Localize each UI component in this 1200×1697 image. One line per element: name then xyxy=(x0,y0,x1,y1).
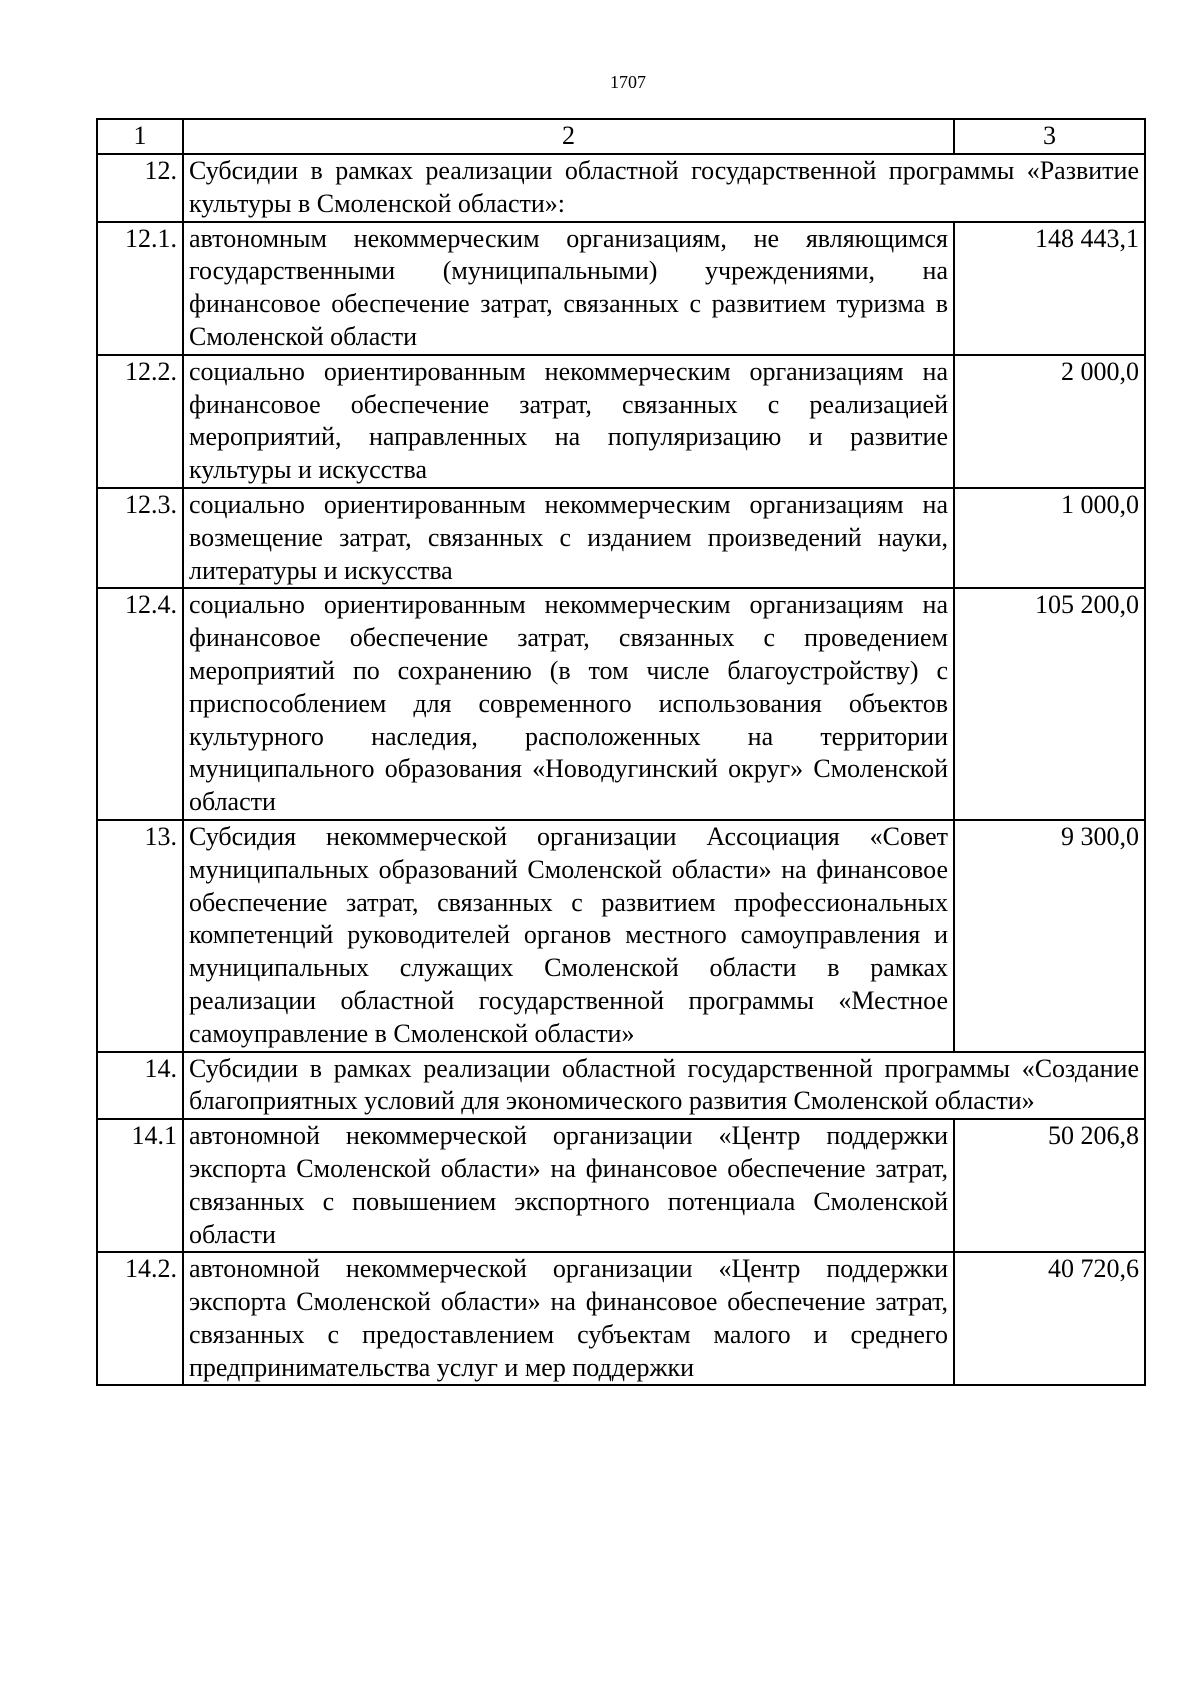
row-description: Субсидия некоммерческой организации Ассоциация «Совет муниципальных образований Смоленской области» на финансовое обеспечение затрат, связанных с развитием профессиональных компетенций руководителей органов местного самоуправления и муниципальных служащих Смоленской области в рамках реализации областной государственной программы «Местное самоуправление в Смоленской области» xyxy=(183,820,954,1052)
row-description: Субсидии в рамках реализации областной государственной программы «Создание благоприятных условий для экономического развития Смоленской области» xyxy=(183,1052,1145,1120)
table-row xyxy=(97,355,1145,488)
row-description: автономной некоммерческой организации «Центр поддержки экспорта Смоленской области» на финансовое обеспечение затрат, связанных с предоставлением субъектам малого и среднего предпринимательства услуг и мер поддержки xyxy=(183,1252,954,1385)
row-description: социально ориентированным некоммерческим организациям на возмещение затрат, связанных с изданием произведений науки, литературы и искусства xyxy=(183,488,954,588)
row-number: 12.1. xyxy=(97,222,183,355)
table-row xyxy=(97,588,1145,820)
header-col-3: 3 xyxy=(954,119,1145,154)
table-row xyxy=(97,488,1145,588)
row-number: 12. xyxy=(97,154,183,222)
table-header-row xyxy=(97,119,1145,154)
row-number: 12.2. xyxy=(97,355,183,488)
row-amount: 2 000,0 xyxy=(954,355,1145,488)
header-col-2: 2 xyxy=(183,119,954,154)
row-number: 12.4. xyxy=(97,588,183,820)
row-number: 13. xyxy=(97,820,183,1052)
row-amount: 1 000,0 xyxy=(954,488,1145,588)
row-amount: 148 443,1 xyxy=(954,222,1145,355)
row-description: автономным некоммерческим организациям, не являющимся государственными (муниципальными) учреждениями, на финансовое обеспечение затрат, связанных с развитием туризма в Смоленской области xyxy=(183,222,954,355)
table-row xyxy=(97,1052,1145,1120)
table-row xyxy=(97,1252,1145,1385)
row-description: социально ориентированным некоммерческим организациям на финансовое обеспечение затрат, связанных с реализацией мероприятий, направленных на популяризацию и развитие культуры и искусства xyxy=(183,355,954,488)
table-row xyxy=(97,820,1145,1052)
row-number: 14.2. xyxy=(97,1252,183,1385)
row-number: 12.3. xyxy=(97,488,183,588)
row-amount: 50 206,8 xyxy=(954,1119,1145,1252)
row-amount: 40 720,6 xyxy=(954,1252,1145,1385)
row-description: автономной некоммерческой организации «Центр поддержки экспорта Смоленской области» на финансовое обеспечение затрат, связанных с повышением экспортного потенциала Смоленской области xyxy=(183,1119,954,1252)
table-row xyxy=(97,222,1145,355)
table-row xyxy=(97,154,1145,222)
page-number: 1707 xyxy=(610,72,646,92)
header-col-1: 1 xyxy=(97,119,183,154)
budget-table xyxy=(96,118,1146,1386)
row-amount: 9 300,0 xyxy=(954,820,1145,1052)
row-description: Субсидии в рамках реализации областной государственной программы «Развитие культуры в Смоленской области»: xyxy=(183,154,1145,222)
row-amount: 105 200,0 xyxy=(954,588,1145,820)
row-number: 14. xyxy=(97,1052,183,1120)
row-number: 14.1 xyxy=(97,1119,183,1252)
table-row xyxy=(97,1119,1145,1252)
row-description: социально ориентированным некоммерческим организациям на финансовое обеспечение затрат, связанных с проведением мероприятий по сохранению (в том числе благоустройству) с приспособлением для современного использования объектов культурного наследия, расположенных на территории муниципального образования «Новодугинский округ» Смоленской области xyxy=(183,588,954,820)
